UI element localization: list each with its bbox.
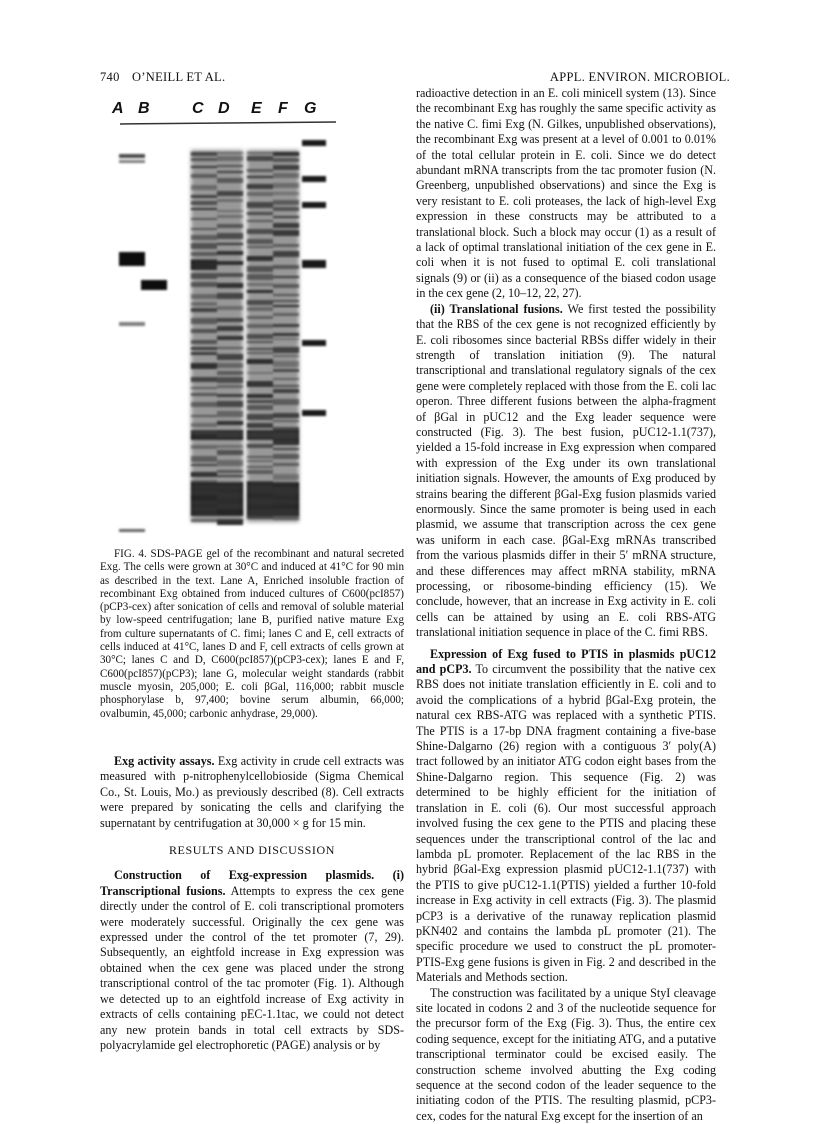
translational-fusions-title: (ii) Translational fusions. [430, 301, 563, 316]
gel-band [119, 529, 145, 532]
gel-band [302, 176, 326, 182]
gel-band [119, 154, 145, 158]
ptis-paragraph [416, 647, 716, 986]
gel-band [302, 340, 326, 346]
construction-paragraph [100, 868, 404, 1053]
translational-fusions-text: We first tested the possibility that the RBS of the cex gene is not recognized efficiently by E. coli ribosomes since bacterial RBSs differ widely in their strength of translation initiation (9). The natural transcriptional and translational regulatory signals of the cex gene were completely replaced with those from the E. coli lac operon. Three different fusions between the alpha-fragment of βGal in pUC12 and the Exg leader sequence were constructed (Fig. 3). The best fusion, pUC12-1.1(737), yielded a 15-fold increase in Exg expression when compared with expression of the Exg under its own translational initiation signals. However, the amounts of Exg produced by strains bearing the different βGal-Exg fusion plasmids varied enormously. Since the same promoter is being used in each plasmid, we assume that transcription across the cex gene was uniform in each case. βGal-Exg mRNAs transcribed from the various plasmids differ in their 5′ mRNA structure, and these differences may affect mRNA stability, mRNA processing, or ribosome-binding efficiency (15). We conclude, however, that an increase in Exg activity in E. coli cells can be attained by using an E. coli RBS-ATG translational initiation sequence in place of the C. fimi RBS. [416, 301, 716, 640]
gel-band [141, 280, 167, 290]
exg-assay-title: Exg activity assays. [114, 754, 215, 768]
lane-smear [273, 150, 299, 522]
ptis-title: Expression of Exg fused to PTIS in plasmids pUC12 and pCP3. [416, 646, 716, 677]
lane-label-b: B [138, 100, 150, 117]
lane-label-c: C [192, 100, 204, 117]
gel-band [119, 160, 145, 163]
gel-band [302, 410, 326, 416]
right-paragraph-1: radioactive detection in an E. coli minicell system (13). Since the recombinant Exg has roughly the same specific activity as the native C. fimi Exg (N. Gilkes, unpublished observations), the recombinant Exg was present at a level of 0.001 to 0.01% of the total cellular protein in E. coli. Since we do detect abundant mRNA transcripts from the tac promoter fusion (N. Greenberg, unpublished observations) and since the Exg is very resistant to E. coli proteases, the lack of high-level Exg expression in these constructs may be attributed to a translational block. Such a block may occur (1) as a result of a lack of optimal translational initiation of the cex gene in E. coli when it is not fused to optimal E. coli translational signals (9) or (ii) as a consequence of the biased codon usage in the cex gene (2, 10–12, 22, 27). [416, 86, 716, 301]
running-authors: O’NEILL ET AL. [132, 70, 226, 84]
lane-label-g: G [304, 100, 317, 117]
gel-image [108, 100, 340, 540]
lane-smear [191, 150, 217, 522]
journal-name: APPL. ENVIRON. MICROBIOL. [549, 70, 730, 84]
construction-text: Attempts to express the cex gene directly under the control of E. coli transcriptional promoters were moderately successful. Originally the cex gene was expressed under the control of the tet promoter (7, 29). Subsequently, an eightfold increase in Exg expression was obtained when the cex gene was placed under the strong transcriptional control of the tac promoter (Fig. 1). Although we detected up to an eightfold increase of Exg activity in extracts of cells containing pEC-1.1tac, we could not detect any new protein bands in total cell extracts by SDS-polyacrylamide gel electrophoretic (PAGE) analysis or by [100, 883, 404, 1052]
results-heading: RESULTS AND DISCUSSION [168, 843, 336, 858]
gel-band [302, 140, 326, 146]
lane-label-f: F [278, 100, 288, 117]
translational-fusions-paragraph [416, 302, 716, 641]
gel-band [302, 202, 326, 208]
lane-smear [247, 150, 273, 522]
gel-band [119, 322, 145, 326]
page-number: 740 [100, 70, 120, 84]
ptis-text: To circumvent the possibility that the native cex RBS does not initiate translation efficiently in E. coli and to avoid the complications of a hybrid βGal-Exg protein, the natural cex RBS-ATG was replaced with a synthetic PTIS. The PTIS is a 17-bp DNA fragment containing a five-base Shine-Dalgarno (26) region with a contiguous 3′ poly(A) tract followed by an initiator ATG codon eight bases from the Shine-Dalgarno region. This sequence (Fig. 2) was determined to be highly efficient for the initiation of translation in E. coli (6). Our most successful approach involved fusing the cex gene to the PTIS and placing these sequences under the transcriptional control of the lac and lambda pL promoter. Replacement of the lac RBS in the hybrid βGal-Exg expression plasmid pUC12-1.1(737) with the PTIS to give pUC12-1.1(PTIS) yielded a further 10-fold increase in Exg activity in cell extracts (Fig. 3). The plasmid pCP3 is a derivative of the runaway replication plasmid pKN402 and contains the lambda pL promoter (21). The specific procedure we used to construct the pL promoter-PTIS-Exg gene fusions is given in Fig. 2 and described in the Materials and Methods section. [416, 662, 716, 985]
lane-label-d: D [218, 100, 230, 117]
figure-caption [100, 548, 404, 721]
lane-label-e: E [251, 100, 262, 117]
exg-assay-text: Exg activity in crude cell extracts was measured with p-nitrophenylcellobioside (Sigma Chemical Co., St. Louis, Mo.) as previously described (8). Cell extracts were prepared by sonicating the cells and clarifying the supernatant by centrifugation at 30,000 × g for 15 min. [100, 754, 404, 830]
gel-band [302, 260, 326, 268]
gel-figure [108, 100, 340, 540]
exg-assay-paragraph [100, 754, 404, 831]
gel-band [119, 252, 145, 266]
right-column [416, 86, 716, 1124]
construction-scheme-paragraph: The construction was facilitated by a unique StyI cleavage site located in codons 2 and 3 of the nucleotide sequence for the precursor form of the Exg (Fig. 3). Thus, the entire cex coding sequence, except for the initiating ATG, and a putative transcriptional terminator could be excised easily. The construction scheme involved abutting the Exg coding sequence at the second codon of the leader sequence to the initiating codon of the PTIS. The resulting plasmid, pCP3-cex, codes for the natural Exg except for the insertion of an [416, 985, 716, 1123]
left-column [100, 754, 404, 1053]
lane-smear [217, 150, 243, 522]
lane-label-a: A [112, 100, 124, 117]
caption-text: FIG. 4. SDS-PAGE gel of the recombinant and natural secreted Exg. The cells were grown at 30°C and induced at 41°C for 90 min as described in the text. Lane A, Enriched insoluble fraction of recombinant Exg obtained from induced cultures of C600(pcI857)(pCP3-cex) after sonication of cells and removal of soluble material by low-speed centrifugation; lane B, purified native mature Exg from culture supernatants of C. fimi; lanes C and E, cell extracts of cells induced at 41°C, lanes D and F, cell extracts of cells grown at 30°C; lanes C and D, C600(pcI857)(pCP3-cex); lanes E and F, C600(pcI857)(pCP3); lane G, molecular weight standards (rabbit muscle myosin, 205,000; E. coli βGal, 116,000; rabbit muscle phosphorylase b, 97,400; bovine serum albumin, 66,000; ovalbumin, 45,000; carbonic anhydrase, 29,000). [100, 548, 404, 720]
construction-title: Construction of Exg-expression plasmids. (i) Transcriptional fusions. [100, 868, 404, 898]
